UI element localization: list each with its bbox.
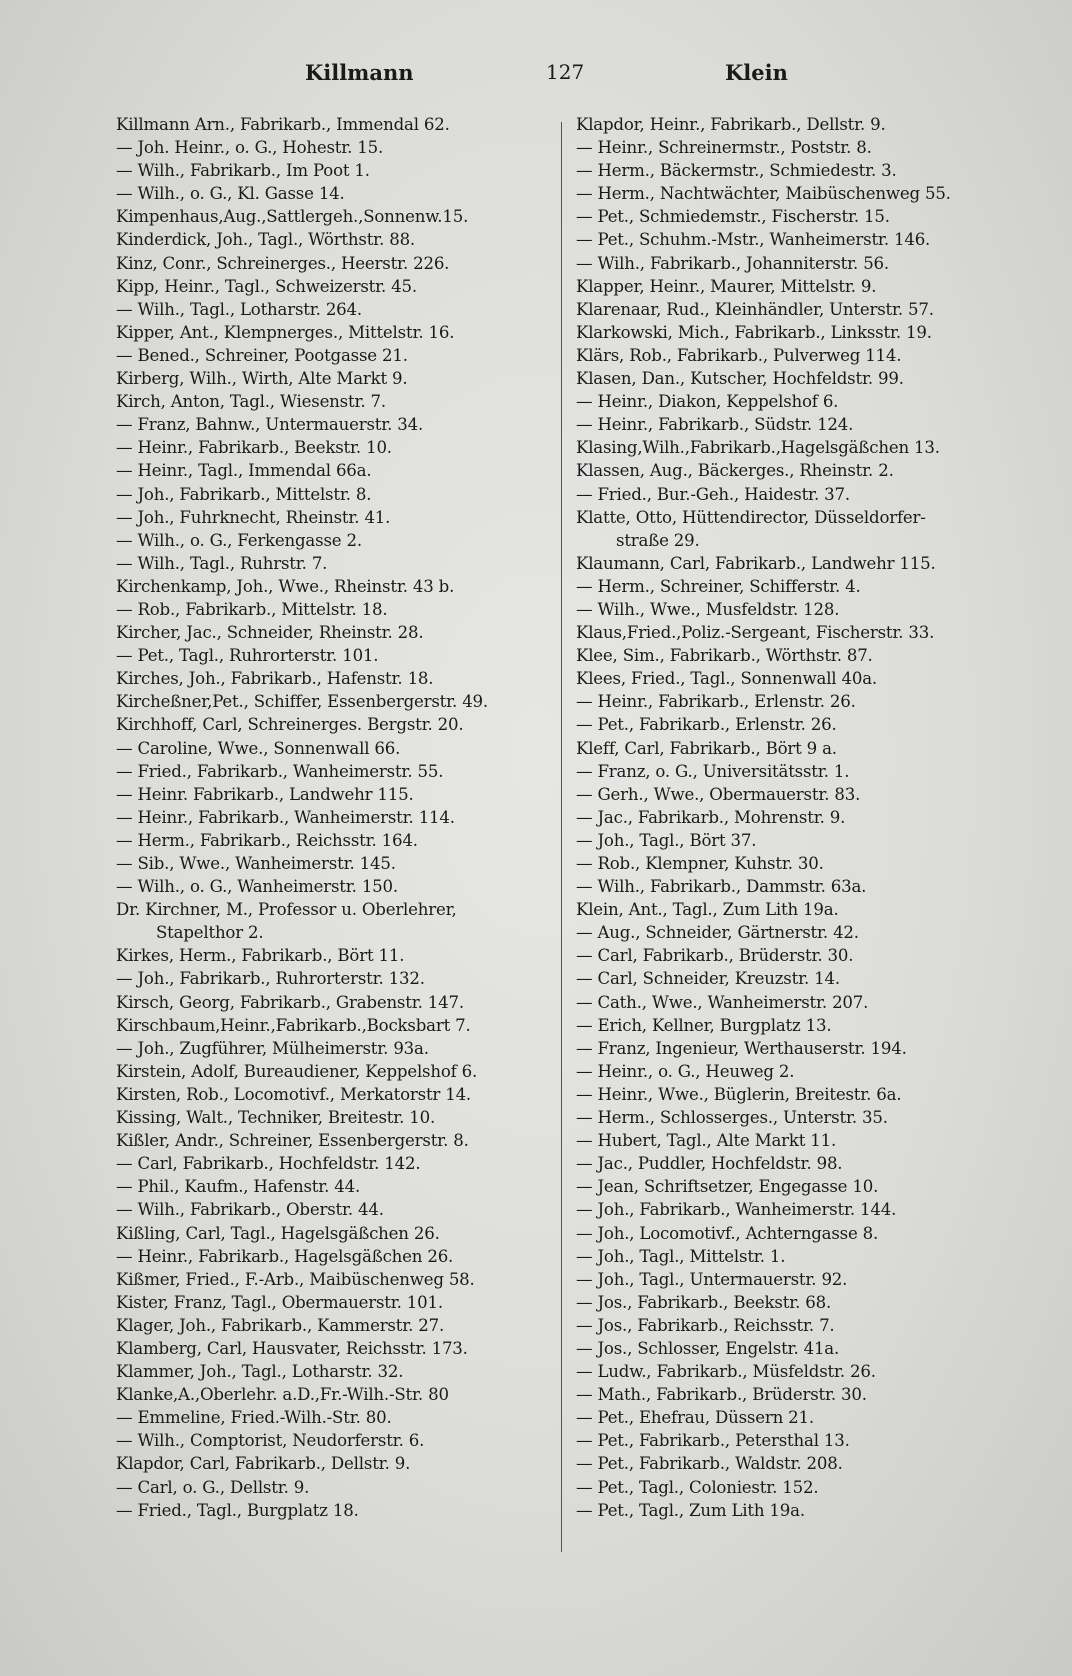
directory-entry: Klarkowski, Mich., Fabrikarb., Linksstr. 19. (576, 322, 932, 342)
directory-entry: Kipp, Heinr., Tagl., Schweizerstr. 45. (116, 276, 417, 296)
directory-entry: Kleff, Carl, Fabrikarb., Bört 9 a. (576, 738, 837, 758)
directory-entry: — Heinr., Fabrikarb., Südstr. 124. (576, 415, 854, 435)
directory-entry: Kinz, Conr., Schreinerges., Heerstr. 226. (116, 253, 450, 273)
directory-entry: Kircheßner,Pet., Schiffer, Essenbergerstr. 49. (116, 692, 488, 712)
directory-entry: — Heinr., Fabrikarb., Beekstr. 10. (116, 438, 392, 458)
directory-entry: — Emmeline, Fried.-Wilh.-Str. 80. (116, 1408, 392, 1428)
directory-entry: — Erich, Kellner, Burgplatz 13. (576, 1015, 832, 1035)
directory-entry: — Math., Fabrikarb., Brüderstr. 30. (576, 1385, 867, 1405)
directory-entry: — Wilh., o. G., Kl. Gasse 14. (116, 184, 345, 204)
directory-entry: — Fried., Bur.-Geh., Haidestr. 37. (576, 484, 850, 504)
header-left-keyword: Killmann (305, 60, 414, 85)
directory-entry: Klaumann, Carl, Fabrikarb., Landwehr 115. (576, 553, 936, 573)
directory-entry: straße 29. (616, 530, 700, 550)
directory-entry: Kißmer, Fried., F.-Arb., Maibüschenweg 58. (116, 1269, 475, 1289)
directory-entry: — Heinr., Fabrikarb., Wanheimerstr. 114. (116, 807, 455, 827)
directory-entry: — Franz, Bahnw., Untermauerstr. 34. (116, 415, 424, 435)
directory-entry: Kirchenkamp, Joh., Wwe., Rheinstr. 43 b. (116, 576, 455, 596)
directory-entry: — Aug., Schneider, Gärtnerstr. 42. (576, 923, 859, 943)
directory-entry: Kißling, Carl, Tagl., Hagelsgäßchen 26. (116, 1223, 440, 1243)
directory-entry: — Herm., Bäckermstr., Schmiedestr. 3. (576, 161, 897, 181)
directory-entry: Kircher, Jac., Schneider, Rheinstr. 28. (116, 623, 424, 643)
directory-entry: — Pet., Schuhm.-Mstr., Wanheimerstr. 146. (576, 230, 931, 250)
directory-entry: Klasing,Wilh.,Fabrikarb.,Hagelsgäßchen 13. (576, 438, 940, 458)
page-number: 127 (546, 60, 585, 84)
directory-entry: — Franz, o. G., Universitätsstr. 1. (576, 761, 850, 781)
directory-entry: Kirchhoff, Carl, Schreinerges. Bergstr. 20. (116, 715, 464, 735)
directory-entry: — Wilh., Fabrikarb., Im Poot 1. (116, 161, 370, 181)
directory-entry: Klapdor, Heinr., Fabrikarb., Dellstr. 9. (576, 115, 886, 134)
directory-entry: Kirschbaum,Heinr.,Fabrikarb.,Bocksbart 7. (116, 1015, 471, 1035)
directory-entry: Klammer, Joh., Tagl., Lotharstr. 32. (116, 1362, 404, 1382)
directory-entry: Killmann Arn., Fabrikarb., Immendal 62. (116, 115, 450, 134)
directory-entry: — Wilh., Fabrikarb., Dammstr. 63a. (576, 877, 867, 897)
directory-entry: — Cath., Wwe., Wanheimerstr. 207. (576, 992, 869, 1012)
directory-entry: Kissing, Walt., Techniker, Breitestr. 10. (116, 1108, 436, 1128)
directory-entry: — Heinr. Fabrikarb., Landwehr 115. (116, 784, 414, 804)
directory-entry: — Pet., Fabrikarb., Waldstr. 208. (576, 1454, 843, 1474)
directory-entry: Kinderdick, Joh., Tagl., Wörthstr. 88. (116, 230, 416, 250)
directory-entry: — Joh., Tagl., Bört 37. (576, 830, 757, 850)
directory-entry: Kipper, Ant., Klempnerges., Mittelstr. 16. (116, 322, 455, 342)
directory-entry: Dr. Kirchner, M., Professor u. Oberlehrer, (116, 900, 457, 920)
directory-entry: — Fried., Fabrikarb., Wanheimerstr. 55. (116, 761, 444, 781)
directory-entry: Klaus,Fried.,Poliz.-Sergeant, Fischerstr. 33. (576, 623, 935, 643)
directory-entry: — Heinr., Tagl., Immendal 66a. (116, 461, 372, 481)
directory-entry: — Heinr., Fabrikarb., Hagelsgäßchen 26. (116, 1246, 454, 1266)
directory-entry: — Franz, Ingenieur, Werthauserstr. 194. (576, 1038, 907, 1058)
directory-entry: — Pet., Tagl., Coloniestr. 152. (576, 1477, 819, 1497)
directory-entry: — Joh., Fabrikarb., Mittelstr. 8. (116, 484, 372, 504)
directory-entry: — Joh., Zugführer, Mülheimerstr. 93a. (116, 1038, 429, 1058)
directory-entry: Kirberg, Wilh., Wirth, Alte Markt 9. (116, 369, 408, 389)
directory-entry: Kirkes, Herm., Fabrikarb., Bört 11. (116, 946, 405, 966)
directory-entry: Kißler, Andr., Schreiner, Essenbergerstr. 8. (116, 1131, 469, 1151)
directory-entry: Kirsten, Rob., Locomotivf., Merkatorstr 14. (116, 1084, 472, 1104)
directory-entry: — Joh., Fabrikarb., Wanheimerstr. 144. (576, 1200, 897, 1220)
directory-entry: Klasen, Dan., Kutscher, Hochfeldstr. 99. (576, 369, 904, 389)
directory-entry: Kimpenhaus,Aug.,Sattlergeh.,Sonnenw.15. (116, 207, 469, 227)
directory-entry: — Bened., Schreiner, Pootgasse 21. (116, 345, 408, 365)
right-column (576, 113, 1016, 1522)
directory-entry: — Ludw., Fabrikarb., Müsfeldstr. 26. (576, 1362, 876, 1382)
directory-entry: — Heinr., Wwe., Büglerin, Breitestr. 6a. (576, 1084, 902, 1104)
directory-entry: — Herm., Nachtwächter, Maibüschenweg 55. (576, 184, 951, 204)
directory-entry: Klamberg, Carl, Hausvater, Reichsstr. 173. (116, 1338, 468, 1358)
directory-entry: — Jos., Schlosser, Engelstr. 41a. (576, 1338, 840, 1358)
directory-entry: — Joh., Fuhrknecht, Rheinstr. 41. (116, 507, 391, 527)
left-column (116, 113, 549, 1522)
directory-entry: — Joh., Locomotivf., Achterngasse 8. (576, 1223, 879, 1243)
directory-entry: — Herm., Schlosserges., Unterstr. 35. (576, 1108, 888, 1128)
directory-entry: — Wilh., Wwe., Musfeldstr. 128. (576, 599, 840, 619)
directory-entry: — Jac., Puddler, Hochfeldstr. 98. (576, 1154, 843, 1174)
directory-entry: — Jos., Fabrikarb., Beekstr. 68. (576, 1292, 832, 1312)
directory-entry: — Pet., Schmiedemstr., Fischerstr. 15. (576, 207, 890, 227)
directory-entry: Stapelthor 2. (156, 923, 264, 943)
directory-entry: — Wilh., o. G., Wanheimerstr. 150. (116, 877, 398, 897)
column-divider (561, 122, 562, 1552)
directory-entry: Klein, Ant., Tagl., Zum Lith 19a. (576, 900, 839, 920)
directory-entry: — Heinr., Fabrikarb., Erlenstr. 26. (576, 692, 856, 712)
directory-entry: — Heinr., Schreinermstr., Poststr. 8. (576, 138, 872, 158)
directory-entry: — Rob., Fabrikarb., Mittelstr. 18. (116, 599, 388, 619)
directory-entry: — Carl, Fabrikarb., Brüderstr. 30. (576, 946, 854, 966)
directory-entry: — Hubert, Tagl., Alte Markt 11. (576, 1131, 837, 1151)
directory-entry: — Wilh., Tagl., Ruhrstr. 7. (116, 553, 328, 573)
directory-entry: — Joh., Tagl., Mittelstr. 1. (576, 1246, 786, 1266)
directory-entry: — Pet., Ehefrau, Düssern 21. (576, 1408, 814, 1428)
directory-entry: — Joh., Tagl., Untermauerstr. 92. (576, 1269, 848, 1289)
directory-entry: — Pet., Fabrikarb., Petersthal 13. (576, 1431, 850, 1451)
directory-entry: Kirstein, Adolf, Bureaudiener, Keppelshof 6. (116, 1061, 478, 1081)
directory-entry: — Wilh., Fabrikarb., Oberstr. 44. (116, 1200, 384, 1220)
directory-entry: — Gerh., Wwe., Obermauerstr. 83. (576, 784, 861, 804)
header-right-keyword: Klein (725, 60, 788, 85)
directory-entry: — Joh. Heinr., o. G., Hohestr. 15. (116, 138, 384, 158)
directory-entry: Klassen, Aug., Bäckerges., Rheinstr. 2. (576, 461, 894, 481)
directory-entry: — Heinr., Diakon, Keppelshof 6. (576, 392, 839, 412)
directory-entry: — Herm., Schreiner, Schifferstr. 4. (576, 576, 861, 596)
directory-entry: Klarenaar, Rud., Kleinhändler, Unterstr. 57. (576, 299, 934, 319)
directory-entry: — Heinr., o. G., Heuweg 2. (576, 1061, 795, 1081)
directory-entry: — Wilh., Comptorist, Neudorferstr. 6. (116, 1431, 425, 1451)
directory-entry: — Caroline, Wwe., Sonnenwall 66. (116, 738, 401, 758)
directory-entry: — Pet., Tagl., Ruhrorterstr. 101. (116, 646, 379, 666)
directory-entry: — Joh., Fabrikarb., Ruhrorterstr. 132. (116, 969, 425, 989)
directory-entry: — Carl, Schneider, Kreuzstr. 14. (576, 969, 840, 989)
directory-entry: Klees, Fried., Tagl., Sonnenwall 40a. (576, 669, 877, 689)
directory-entry: — Jean, Schriftsetzer, Engegasse 10. (576, 1177, 879, 1197)
directory-entry: Klager, Joh., Fabrikarb., Kammerstr. 27. (116, 1315, 445, 1335)
directory-entry: — Pet., Fabrikarb., Erlenstr. 26. (576, 715, 837, 735)
directory-entry: — Fried., Tagl., Burgplatz 18. (116, 1500, 359, 1520)
directory-entry: — Herm., Fabrikarb., Reichsstr. 164. (116, 830, 418, 850)
directory-entry: Klatte, Otto, Hüttendirector, Düsseldorfer- (576, 507, 926, 527)
directory-entry: — Rob., Klempner, Kuhstr. 30. (576, 854, 824, 873)
directory-entry: — Carl, o. G., Dellstr. 9. (116, 1477, 310, 1497)
directory-entry: — Pet., Tagl., Zum Lith 19a. (576, 1500, 805, 1520)
directory-entry: Kirches, Joh., Fabrikarb., Hafenstr. 18. (116, 669, 434, 689)
directory-entry: Klapdor, Carl, Fabrikarb., Dellstr. 9. (116, 1454, 411, 1474)
directory-entry: Klärs, Rob., Fabrikarb., Pulverweg 114. (576, 345, 902, 365)
directory-entry: Klee, Sim., Fabrikarb., Wörthstr. 87. (576, 646, 873, 666)
directory-entry: Kirch, Anton, Tagl., Wiesenstr. 7. (116, 392, 386, 412)
directory-entry: Klapper, Heinr., Maurer, Mittelstr. 9. (576, 276, 877, 296)
page-header (110, 60, 1012, 96)
directory-entry: — Wilh., Tagl., Lotharstr. 264. (116, 299, 362, 319)
directory-entry: — Carl, Fabrikarb., Hochfeldstr. 142. (116, 1154, 421, 1174)
directory-entry: — Jac., Fabrikarb., Mohrenstr. 9. (576, 807, 846, 827)
directory-entry: — Phil., Kaufm., Hafenstr. 44. (116, 1177, 361, 1197)
directory-entry: — Wilh., Fabrikarb., Johanniterstr. 56. (576, 253, 889, 273)
directory-entry: — Jos., Fabrikarb., Reichsstr. 7. (576, 1315, 835, 1335)
directory-entry: — Wilh., o. G., Ferkengasse 2. (116, 530, 362, 550)
directory-entry: Kirsch, Georg, Fabrikarb., Grabenstr. 147. (116, 992, 464, 1012)
directory-entry: Klanke,A.,Oberlehr. a.D.,Fr.-Wilh.-Str. 80 (116, 1385, 449, 1405)
directory-entry: Kister, Franz, Tagl., Obermauerstr. 101. (116, 1292, 443, 1312)
directory-entry: — Sib., Wwe., Wanheimerstr. 145. (116, 854, 396, 873)
